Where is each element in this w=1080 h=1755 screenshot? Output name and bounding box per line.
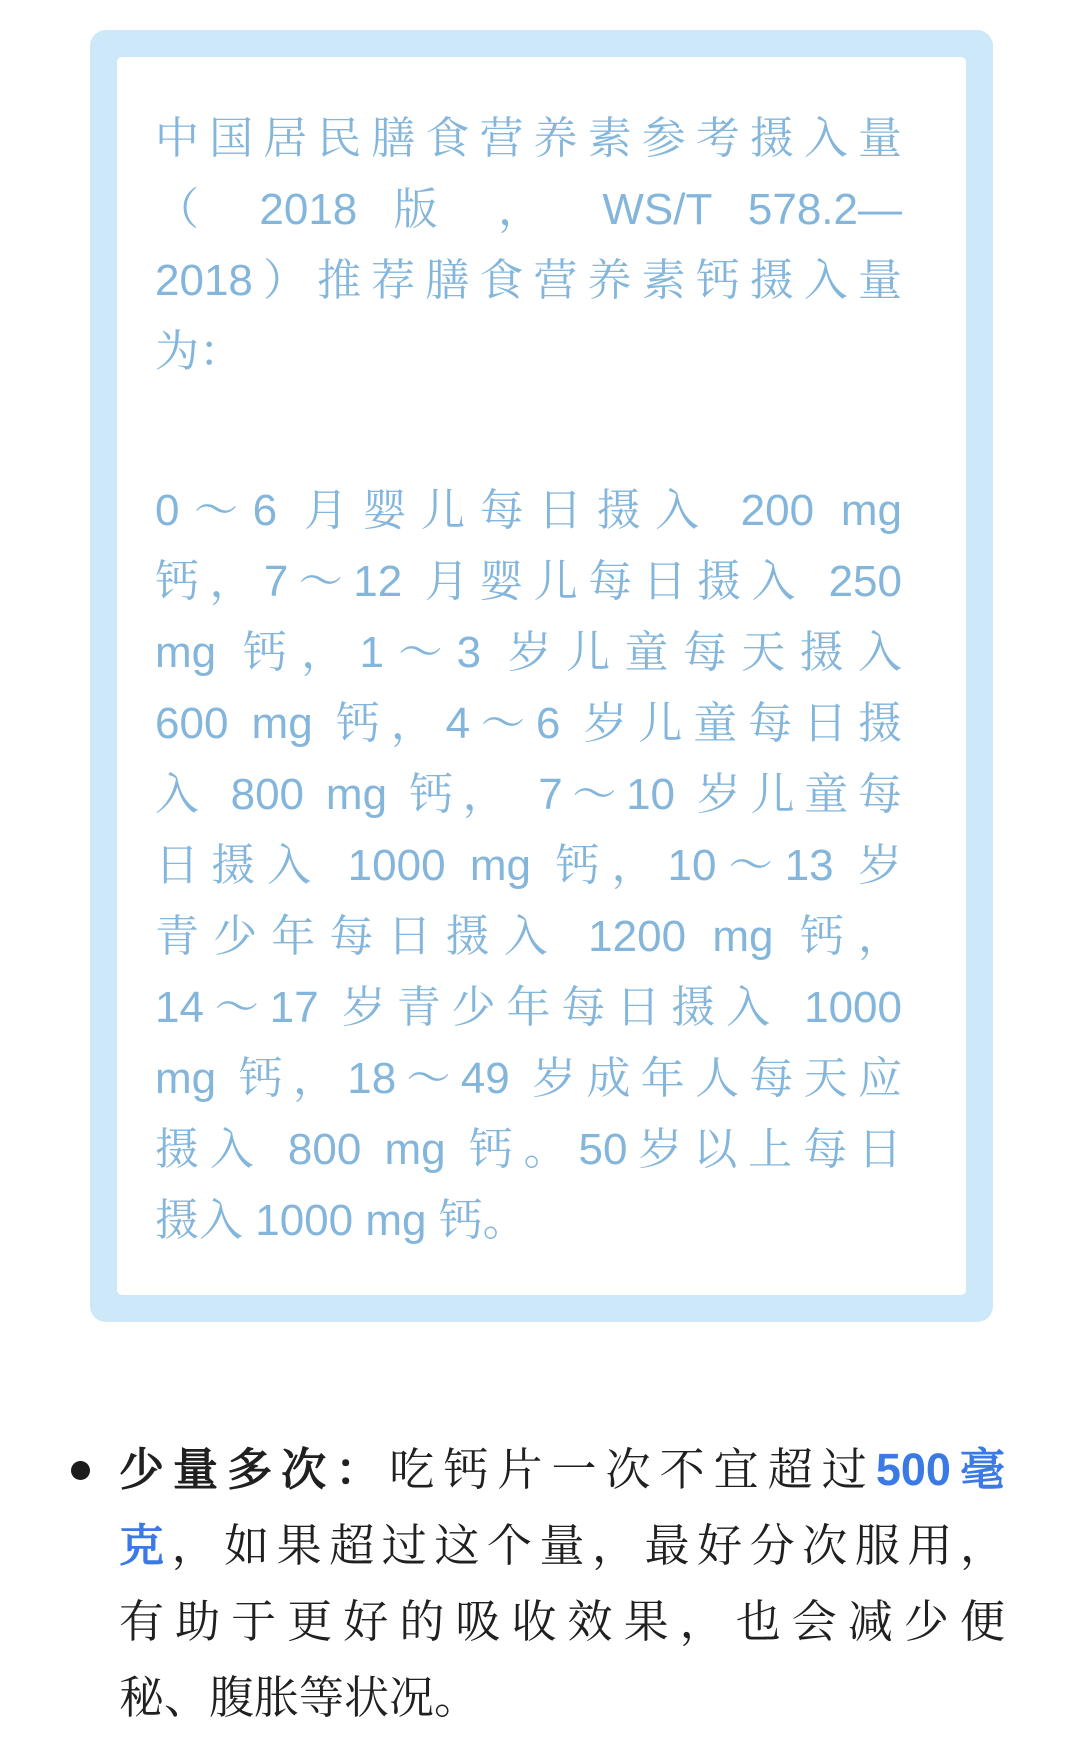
text-segment: 秘、腹胀等状况。 bbox=[119, 1672, 480, 1723]
quote-paragraph bbox=[155, 475, 902, 1256]
quote-line: 为： bbox=[155, 327, 243, 376]
reference-quote-box bbox=[90, 30, 993, 1322]
quote-line: 钙，7～12 月婴儿每日摄入 250 bbox=[155, 557, 902, 606]
text-segment: 吃钙片一次不宜超过 bbox=[389, 1444, 876, 1495]
quote-line: mg 钙，18～49 岁成年人每天应 bbox=[155, 1054, 902, 1103]
quote-box-content bbox=[117, 57, 966, 1295]
quote-line: （ 2018 版 ， WS/T 578.2— bbox=[155, 185, 902, 234]
bullet-line bbox=[119, 1508, 1005, 1584]
quote-line: 摄入 800 mg 钙。50岁以上每日 bbox=[155, 1125, 902, 1174]
highlighted-amount: 500毫 bbox=[875, 1444, 1005, 1495]
text-segment: 有助于更好的吸收效果，也会减少便 bbox=[119, 1596, 1005, 1647]
bullet-note-text bbox=[119, 1432, 1005, 1736]
quote-line: 日摄入 1000 mg 钙，10～13 岁 bbox=[155, 841, 902, 890]
bullet-dot-icon bbox=[71, 1461, 90, 1480]
bullet-line bbox=[119, 1432, 1005, 1508]
bullet-line bbox=[119, 1660, 1005, 1736]
quote-line: mg 钙，1～3 岁儿童每天摄入 bbox=[155, 628, 902, 677]
quote-line: 青少年每日摄入 1200 mg 钙， bbox=[155, 912, 902, 961]
quote-paragraph bbox=[155, 103, 902, 387]
calcium-tip-bullet-item bbox=[0, 1432, 1080, 1736]
bullet-line bbox=[119, 1584, 1005, 1660]
text-segment: ，如果超过这个量，最好分次服用， bbox=[171, 1520, 1005, 1571]
quote-line: 0～6 月婴儿每日摄入 200 mg bbox=[155, 486, 902, 535]
quote-line: 14～17 岁青少年每日摄入 1000 bbox=[155, 983, 902, 1032]
quote-line: 入 800 mg 钙， 7～10 岁儿童每 bbox=[155, 770, 902, 819]
text-segment: 少量多次： bbox=[119, 1444, 390, 1495]
quote-line: 中国居民膳食营养素参考摄入量 bbox=[155, 114, 902, 163]
quote-line: 2018）推荐膳食营养素钙摄入量 bbox=[155, 256, 902, 305]
highlighted-amount: 克 bbox=[119, 1520, 172, 1571]
quote-line: 600 mg 钙，4～6 岁儿童每日摄 bbox=[155, 699, 902, 748]
quote-line: 摄入 1000 mg 钙。 bbox=[155, 1196, 527, 1245]
